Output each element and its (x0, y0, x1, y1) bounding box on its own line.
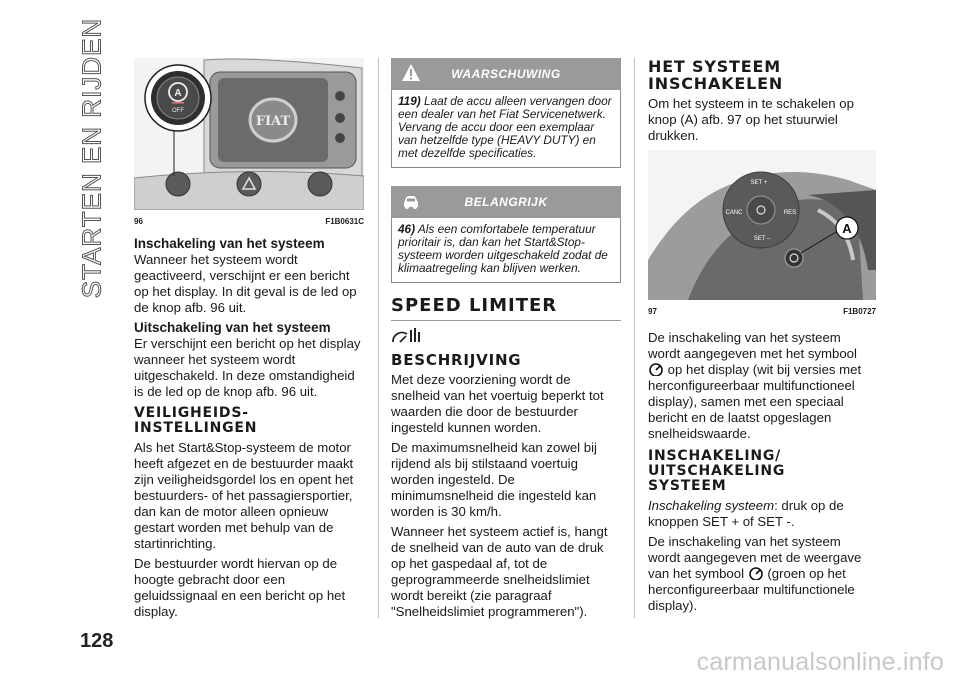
canc-label: CANC (725, 210, 743, 216)
warning-title: WAARSCHUWING (451, 67, 561, 81)
paragraph: Als het Start&Stop-systeem de motor heeft afgezet en de bestuurder maakt zijn veiligheidsgordel los en opent het bestuurders- of het passagiersportier, dan kan de motor alleen opnieuw gestart worden met behulp van de startinrichting. (134, 440, 354, 551)
column-left (134, 58, 364, 624)
fiat-logo: FIAT (255, 114, 291, 129)
paragraph: Wanneer het systeem wordt geactiveerd, verschijnt er een bericht op het display. In dit geval is de led op de knop afb. 96 uit. (134, 252, 357, 315)
heading-description: BESCHRIJVING (391, 351, 522, 369)
figure-code: F1B0631C (325, 217, 364, 226)
column-middle (391, 58, 621, 624)
important-body (391, 218, 621, 283)
page-number: 128 (80, 630, 114, 652)
heading-safety: VEILIGHEIDS- INSTELLINGEN (134, 405, 258, 436)
figure-97 (648, 150, 876, 316)
important-box (391, 186, 621, 283)
important-header (391, 186, 621, 218)
figure-caption (134, 217, 364, 226)
speed-limiter-icon (391, 326, 421, 346)
warning-box (391, 58, 621, 168)
important-title: BELANGRIJK (464, 195, 548, 209)
important-number: 46) (398, 222, 416, 236)
paragraph: De bestuurder wordt hiervan op de hoogte gebracht door een geluidssignaal en een bericht op het display. (134, 556, 346, 619)
dashboard-illustration (134, 58, 364, 210)
callout-a: A (842, 221, 852, 236)
paragraph: Om het systeem in te schakelen op knop (A) afb. 97 op het stuurwiel drukken. (648, 96, 854, 143)
steering-wheel-illustration (648, 150, 876, 300)
set-minus-label: SET – (753, 236, 771, 242)
figure-caption (648, 307, 876, 316)
subheading-activation: Inschakeling van het systeem (134, 236, 325, 251)
svg-text:A: A (174, 88, 182, 99)
column-divider (634, 58, 635, 618)
paragraph: Er verschijnt een bericht op het display wanneer het systeem wordt uitgeschakeld. In deze omstandigheid is de led op de knop afb. 96 uit. (134, 336, 361, 399)
off-label: OFF (172, 108, 184, 114)
figure-number: 96 (134, 217, 143, 226)
figure-96 (134, 58, 364, 226)
paragraph: Inschakeling systeem: druk op de knoppen SET + of SET -. (648, 498, 844, 529)
warning-text: Laat de accu alleen vervangen door een dealer van het Fiat Servicenetwerk. Vervang de accu door een exemplaar van hetzelfde type (HEAVY DUTY) en met dezelfde specificaties. (398, 94, 612, 160)
important-text: Als een comfortabele temperatuur prioritair is, dan kan het Start&Stop-systeem worden uitgeschakeld zodat de klimaatregeling kan blijven werken. (398, 222, 608, 275)
paragraph: Met deze voorziening wordt de snelheid van het voertuig beperkt tot waarden die door de bestuurder ingesteld kunnen worden. (391, 372, 604, 435)
column-divider (378, 58, 379, 618)
column-right (648, 58, 876, 618)
heading-on-off-system: INSCHAKELING/ UITSCHAKELING SYSTEEM (648, 448, 786, 494)
set-plus-label: SET + (750, 180, 768, 186)
paragraph: De inschakeling van het systeem wordt aangegeven met het symbool op het display (wit bij versies met herconfigureerbaar multifunctioneel display), samen met een speciaal bericht en de laatst opgeslagen snelheidswaarde. (648, 330, 862, 441)
figure-number: 97 (648, 307, 657, 316)
figure-code: F1B0727 (843, 307, 876, 316)
chapter-side-title: STARTEN EN RIJDEN (76, 17, 107, 299)
footer-watermark: carmanualsonline.info (696, 648, 944, 676)
warning-body (391, 90, 621, 168)
paragraph: Wanneer het systeem actief is, hangt de snelheid van de auto van de druk op het gaspedaal af, tot de geprogrammeerde snelheidslimiet wordt bereikt (zie paragraaf "Snelheidslimiet programmeren"). (391, 524, 608, 619)
warning-header (391, 58, 621, 90)
section-title: SPEED LIMITER (391, 295, 621, 321)
subheading-deactivation: Uitschakeling van het systeem (134, 320, 331, 335)
speed-limiter-symbol-icon (748, 566, 764, 580)
paragraph: De maximumsnelheid kan zowel bij rijdend als bij stilstaand voertuig worden ingesteld. De minimumsnelheid die ingesteld kan worden is 30 km/h. (391, 440, 597, 519)
speed-limiter-symbol-icon (648, 362, 664, 376)
heading-switch-on: HET SYSTEEM INSCHAKELEN (648, 57, 784, 93)
paragraph: De inschakeling van het systeem wordt aangegeven met de weergave van het symbool (groen op het herconfigureerbaar multifunctionele display). (648, 534, 862, 613)
warning-number: 119) (398, 94, 421, 108)
res-label: RES (783, 210, 797, 216)
